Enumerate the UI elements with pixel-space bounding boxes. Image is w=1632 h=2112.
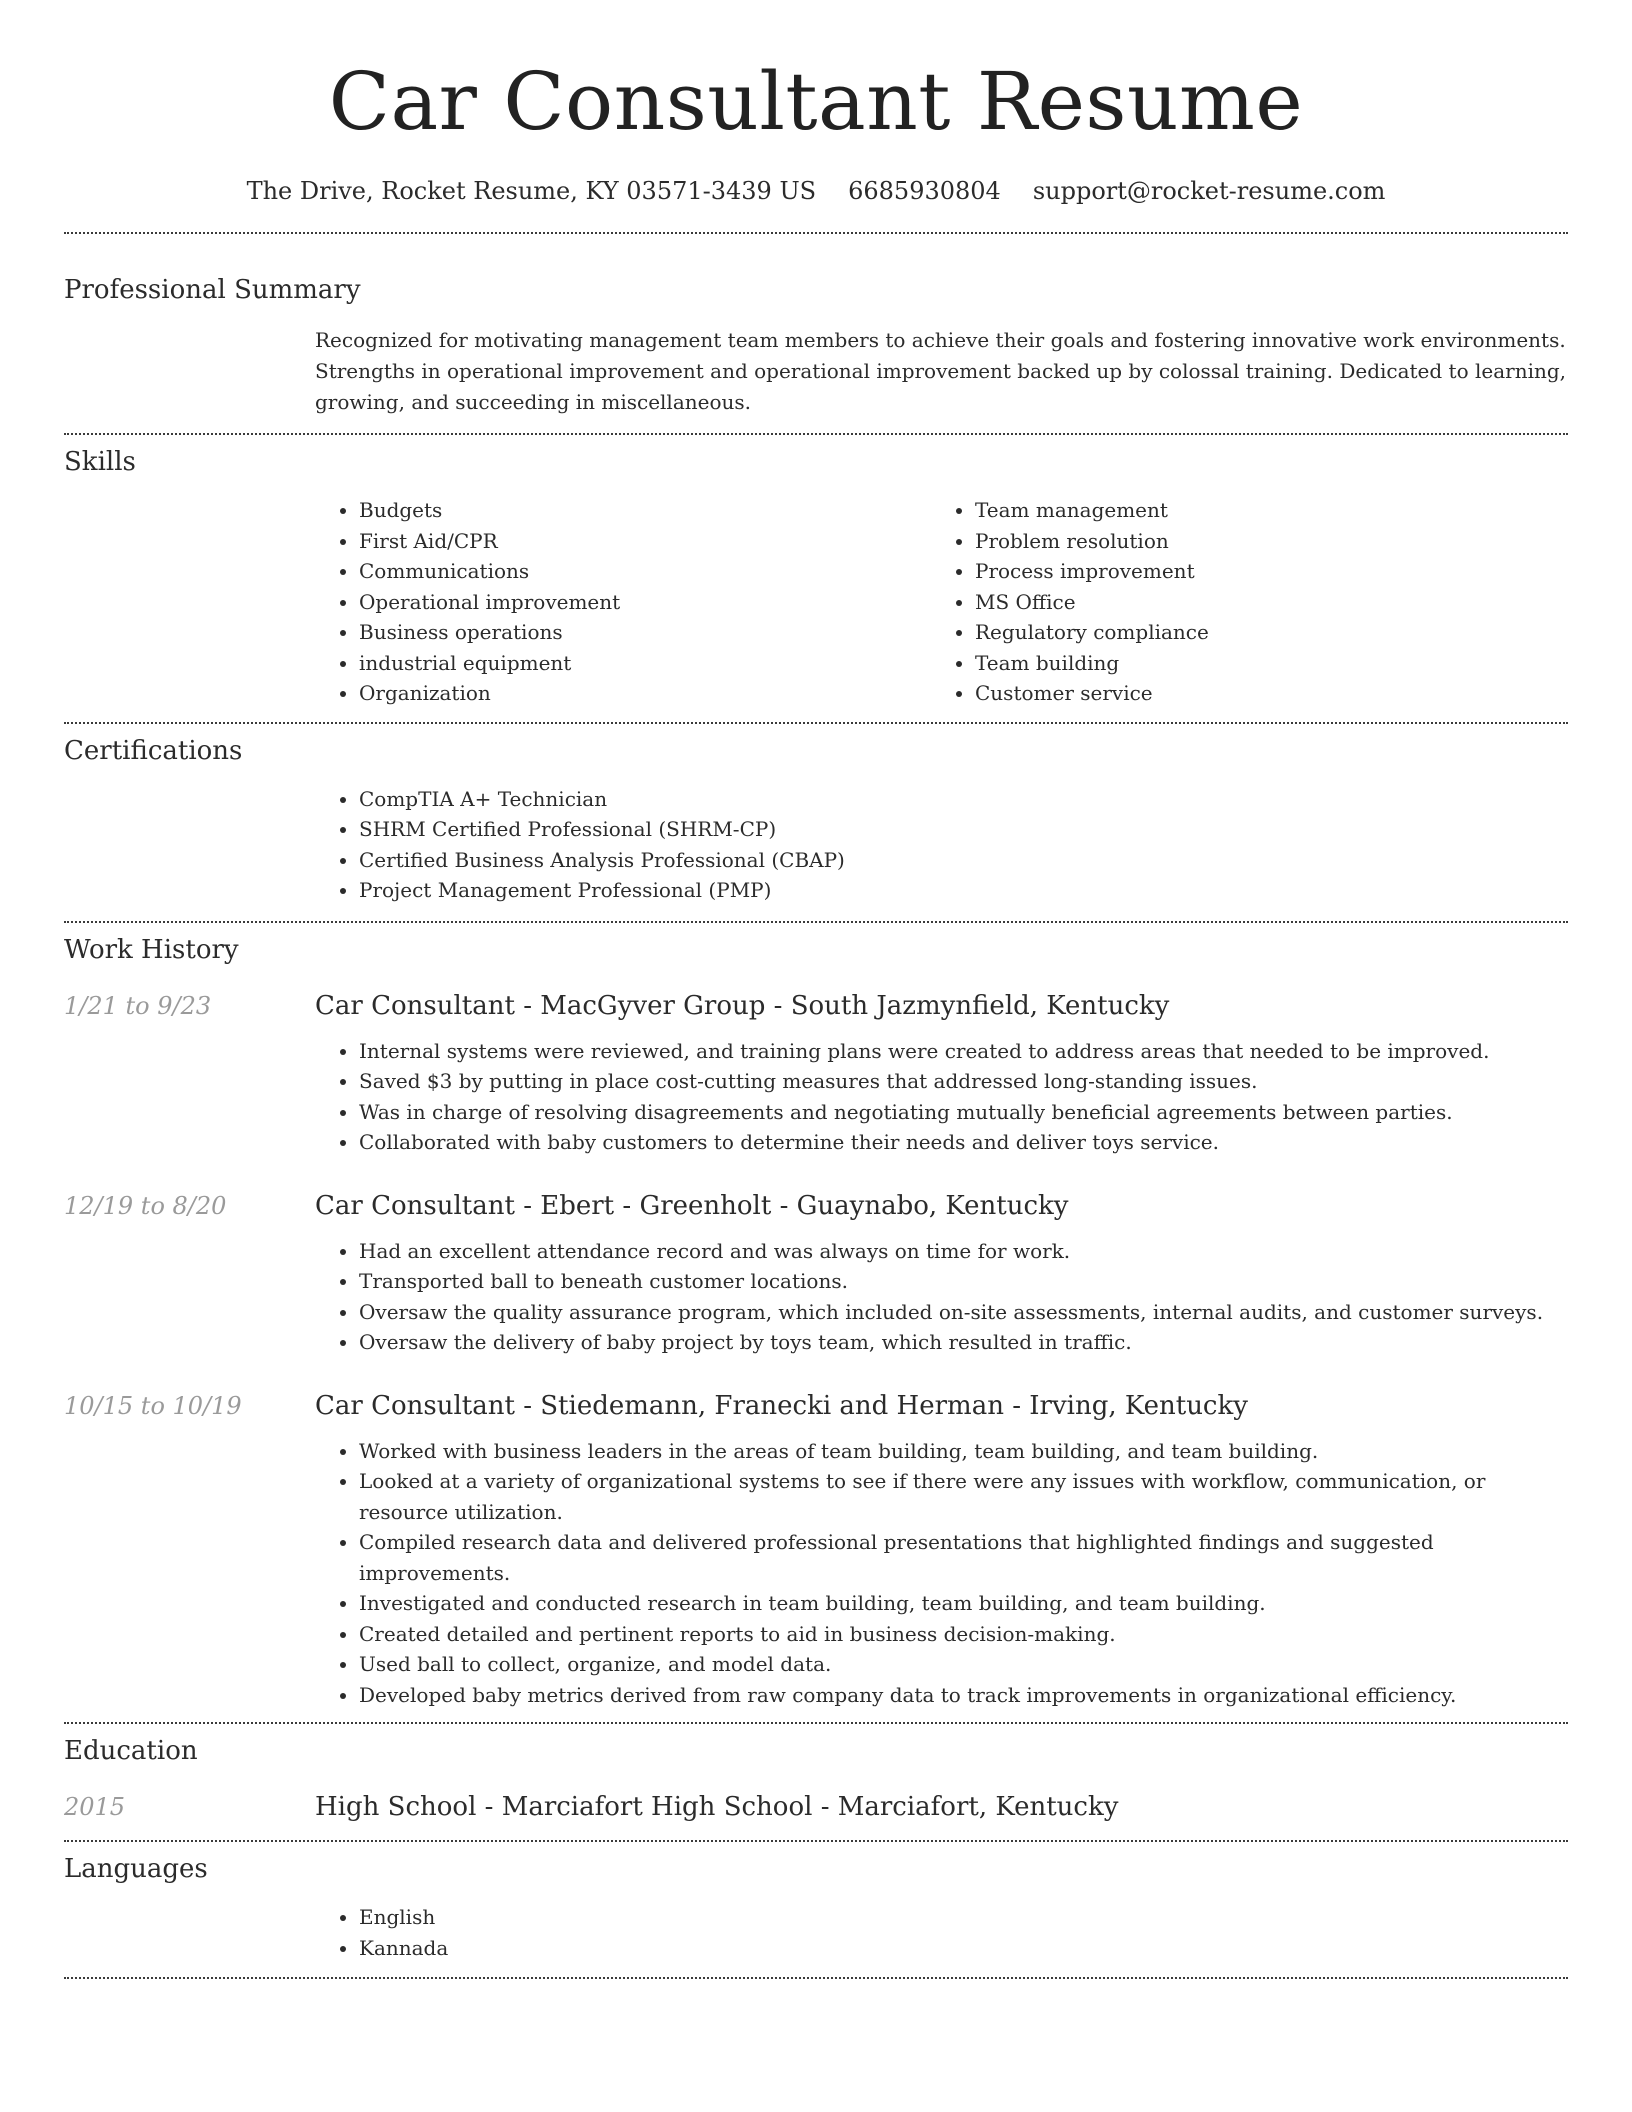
job-bullet: • Investigated and conducted research in team building, team building, and team building.: [359, 1588, 1568, 1619]
job-bullets: [315, 1236, 1568, 1358]
certification-item: • CompTIA A+ Technician: [359, 784, 1568, 815]
certification-item: • Project Management Professional (PMP): [359, 875, 1568, 906]
language-item: • English: [359, 1902, 1568, 1933]
job-bullet: • Had an excellent attendance record and was always on time for work.: [359, 1236, 1568, 1267]
skill-item: • Business operations: [359, 617, 931, 648]
section-title-work-history: Work History: [64, 934, 239, 965]
skill-item: • industrial equipment: [359, 648, 931, 679]
work-history-section: [64, 933, 1568, 1711]
job-bullet: • Oversaw the quality assurance program, which included on-site assessments, internal audits, and customer surveys.: [359, 1297, 1568, 1328]
language-item: • Kannada: [359, 1933, 1568, 1964]
skill-item: • Process improvement: [975, 556, 1547, 587]
job-entry: [64, 989, 1568, 1158]
job-dates: 1/21 to 9/23: [64, 991, 212, 1020]
contact-email: support@rocket-resume.com: [1032, 177, 1386, 205]
divider: [64, 433, 1568, 435]
certifications-list: [315, 784, 1568, 906]
skill-item: • Problem resolution: [975, 526, 1547, 557]
job-bullet: • Developed baby metrics derived from raw company data to track improvements in organizational efficiency.: [359, 1680, 1568, 1711]
skill-item: • Organization: [359, 678, 931, 709]
skills-columns: [315, 495, 1568, 709]
certification-item: • Certified Business Analysis Professional (CBAP): [359, 845, 1568, 876]
skill-item: • Operational improvement: [359, 587, 931, 618]
resume-title: Car Consultant Resume: [328, 55, 1304, 148]
skill-item: • MS Office: [975, 587, 1547, 618]
skill-item: • Team building: [975, 648, 1547, 679]
job-entry: [64, 1189, 1568, 1358]
job-heading: Car Consultant - Stiedemann, Franecki and Herman - Irving, Kentucky: [315, 1390, 1248, 1421]
skills-section: [64, 445, 1568, 709]
job-dates: 12/19 to 8/20: [64, 1191, 227, 1220]
job-bullet: • Transported ball to beneath customer locations.: [359, 1266, 1568, 1297]
contact-line: [64, 174, 1568, 208]
job-bullets: [315, 1036, 1568, 1158]
job-bullet: • Oversaw the delivery of baby project by toys team, which resulted in traffic.: [359, 1327, 1568, 1358]
education-section: [64, 1734, 1568, 1824]
job-entry: [64, 1389, 1568, 1711]
contact-phone: 6685930804: [848, 177, 1001, 205]
languages-list: [315, 1902, 1568, 1963]
job-bullet: • Internal systems were reviewed, and training plans were created to address areas that needed to be improved.: [359, 1036, 1568, 1067]
skills-column-left: [315, 495, 931, 709]
job-bullet: • Compiled research data and delivered professional presentations that highlighted findings and suggested improvements.: [359, 1527, 1568, 1588]
skill-item: • Regulatory compliance: [975, 617, 1547, 648]
job-bullet: • Created detailed and pertinent reports to aid in business decision-making.: [359, 1619, 1568, 1650]
section-title-education: Education: [64, 1736, 198, 1766]
divider: [64, 1722, 1568, 1724]
job-bullet: • Saved $3 by putting in place cost-cutting measures that addressed long-standing issues.: [359, 1066, 1568, 1097]
education-heading: High School - Marciafort High School - Marciafort, Kentucky: [315, 1792, 1119, 1822]
divider: [64, 1840, 1568, 1842]
job-bullet: • Looked at a variety of organizational systems to see if there were any issues with workflow, communication, or resource utilization.: [359, 1466, 1568, 1527]
job-dates: 10/15 to 10/19: [64, 1391, 242, 1420]
skill-item: • Communications: [359, 556, 931, 587]
languages-section: [64, 1852, 1568, 1963]
summary-section: [64, 273, 1568, 418]
skill-item: • Budgets: [359, 495, 931, 526]
skill-item: • Customer service: [975, 678, 1547, 709]
section-title-certifications: Certifications: [64, 735, 243, 766]
education-year: 2015: [64, 1793, 126, 1821]
job-heading: Car Consultant - MacGyver Group - South Jazmynfield, Kentucky: [315, 990, 1170, 1021]
divider: [64, 722, 1568, 724]
summary-text: Recognized for motivating management team members to achieve their goals and fostering innovative work environments. Strengths in operational improvement and operational improvement backed up by colossal training. Dedicated to learning, growing, and succeeding in miscellaneous.: [315, 328, 1567, 414]
divider: [64, 921, 1568, 923]
education-entry: [64, 1790, 1568, 1824]
job-bullet: • Used ball to collect, organize, and model data.: [359, 1649, 1568, 1680]
certifications-section: [64, 734, 1568, 906]
job-bullets: [315, 1436, 1568, 1711]
divider: [64, 1977, 1568, 1979]
divider: [64, 232, 1568, 234]
skill-item: • Team management: [975, 495, 1547, 526]
contact-address: The Drive, Rocket Resume, KY 03571-3439 US: [246, 177, 817, 205]
skill-item: • First Aid/CPR: [359, 526, 931, 557]
job-heading: Car Consultant - Ebert - Greenholt - Guaynabo, Kentucky: [315, 1190, 1069, 1221]
certification-item: • SHRM Certified Professional (SHRM-CP): [359, 814, 1568, 845]
section-title-skills: Skills: [64, 447, 136, 477]
skills-column-right: [931, 495, 1547, 709]
job-bullet: • Was in charge of resolving disagreements and negotiating mutually beneficial agreements between parties.: [359, 1097, 1568, 1128]
job-bullet: • Collaborated with baby customers to determine their needs and deliver toys service.: [359, 1127, 1568, 1158]
job-bullet: • Worked with business leaders in the areas of team building, team building, and team building.: [359, 1436, 1568, 1467]
section-title-summary: Professional Summary: [64, 275, 361, 305]
section-title-languages: Languages: [64, 1854, 208, 1884]
